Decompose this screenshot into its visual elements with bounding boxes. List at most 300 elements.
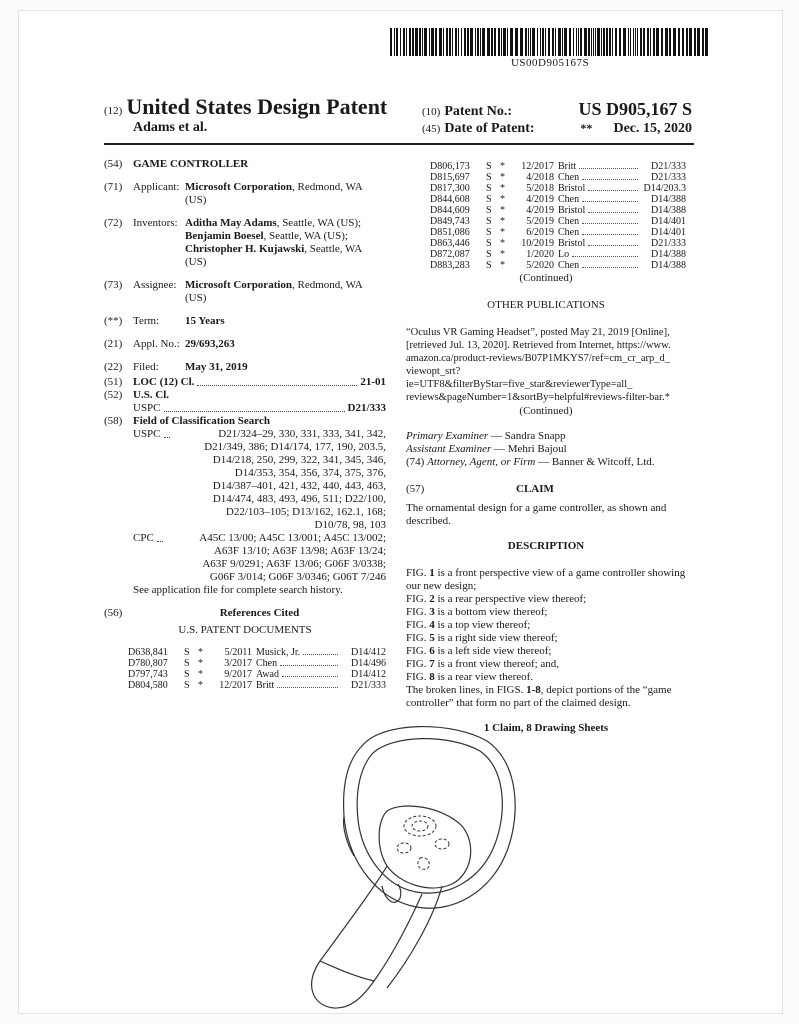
patent-heading <box>104 94 387 120</box>
inventor-2-location: , Seattle, WA (US); <box>263 230 348 242</box>
search-uspc-line: D14/353, 354, 356, 374, 375, 376, <box>234 467 386 479</box>
barcode-bar <box>431 28 434 56</box>
barcode-bar <box>498 28 500 56</box>
button-b <box>397 843 411 853</box>
reference-name: Chen <box>256 658 340 669</box>
uspc-value: D21/333 <box>347 402 386 414</box>
barcode-bar <box>458 28 459 56</box>
reference-number: D872,087 <box>430 249 470 260</box>
barcode-bar <box>630 28 631 56</box>
barcode-bar <box>584 28 587 56</box>
reference-row <box>430 205 686 216</box>
code-74: (74) <box>406 456 425 468</box>
reference-date: 12/2017 <box>521 161 554 172</box>
reference-row <box>128 669 386 680</box>
us-patent-documents-title: U.S. PATENT DOCUMENTS <box>178 624 312 636</box>
search-history-note: See application file for complete search history. <box>133 584 343 596</box>
code-72: (72) <box>104 217 123 229</box>
reference-name: Bristol <box>558 205 640 216</box>
barcode-bar <box>396 28 398 56</box>
patent-number-row <box>422 99 692 121</box>
right-column <box>406 161 686 735</box>
assignee-country: (US) <box>185 292 207 304</box>
reference-class: D21/333 <box>651 172 686 183</box>
code-52: (52) <box>104 389 123 401</box>
broken-post: , depict portions of the “game controller” that form no part of the claimed design. <box>406 684 672 709</box>
menu-button <box>418 858 429 870</box>
barcode-bar <box>467 28 469 56</box>
reference-number: D844,608 <box>430 194 470 205</box>
reference-number: D806,173 <box>430 161 470 172</box>
barcode-bar <box>480 28 481 56</box>
barcode-bar <box>394 28 395 56</box>
reference-kind: S <box>184 658 190 669</box>
barcode-bar <box>403 28 405 56</box>
inventors-label: Inventors: <box>133 217 178 229</box>
publication-line: reviews&pageNumber=1&sortBy=helpful#reviews-filter-bar.* <box>406 392 670 403</box>
barcode-bar <box>461 28 462 56</box>
broken-pre: The broken lines, in FIGS. <box>406 684 527 696</box>
broken-figs: 1-8 <box>526 684 541 696</box>
barcode-bar <box>507 28 508 56</box>
description-line: FIG. 6 is a left side view thereof; <box>406 645 552 657</box>
barcode-bar <box>470 28 473 56</box>
handle-left <box>312 866 422 1008</box>
field-22 <box>104 361 386 374</box>
reference-name: Bristol <box>558 238 640 249</box>
barcode-bar <box>643 28 645 56</box>
reference-star: * <box>500 249 505 260</box>
code-term: (**) <box>104 315 123 327</box>
reference-name: Chen <box>558 227 640 238</box>
barcode-bar <box>545 28 546 56</box>
description-line: FIG. 4 is a top view thereof; <box>406 619 531 631</box>
thumbstick-inner <box>412 821 428 831</box>
reference-name: Lo <box>558 249 640 260</box>
field-72 <box>104 217 386 269</box>
reference-star: * <box>500 227 505 238</box>
publication-line: amazon.ca/product-reviews/B07P1MKYS7/ref=cm_cr_arp_d_ <box>406 353 670 364</box>
barcode-bar <box>665 28 668 56</box>
code-45: (45) <box>422 123 441 135</box>
field-58 <box>104 415 386 597</box>
term-label: Term: <box>133 315 160 327</box>
search-cpc-line: A63F 13/10; A63F 13/98; A63F 13/24; <box>213 545 386 557</box>
invention-title: GAME CONTROLLER <box>133 158 249 170</box>
reference-star: * <box>198 647 203 658</box>
claim-text: The ornamental design for a game controller, as shown and described. <box>406 502 667 527</box>
broken-lines-note <box>406 684 686 710</box>
right-references-table <box>406 161 686 271</box>
reference-row <box>430 249 686 260</box>
reference-row <box>430 238 686 249</box>
barcode-bar <box>449 28 451 56</box>
reference-class: D21/333 <box>651 238 686 249</box>
inventor-1-location: , Seattle, WA (US); <box>276 217 362 229</box>
reference-kind: S <box>184 647 190 658</box>
reference-date: 10/2019 <box>521 238 554 249</box>
reference-row <box>430 227 686 238</box>
barcode-bar <box>633 28 634 56</box>
controller-head <box>379 806 471 888</box>
reference-row <box>430 161 686 172</box>
barcode-bar <box>697 28 700 56</box>
applicant-location: , Redmond, WA <box>292 181 363 193</box>
field-71 <box>104 181 386 207</box>
ring-inner <box>357 739 502 893</box>
applicant-label: Applicant: <box>133 181 180 193</box>
barcode-bar <box>510 28 513 56</box>
reference-class: D14/388 <box>651 194 686 205</box>
patent-identifiers <box>422 99 692 143</box>
game-controller-drawing <box>292 716 532 1016</box>
inventor-3-location: , Seattle, WA <box>304 243 363 255</box>
reference-row <box>128 680 386 691</box>
reference-date: 5/2018 <box>526 183 554 194</box>
reference-row <box>430 172 686 183</box>
patent-date-label: Date of Patent: <box>444 121 535 136</box>
barcode-bar <box>705 28 708 56</box>
barcode-bar <box>615 28 617 56</box>
barcode-bar <box>494 28 496 56</box>
primary-examiner-name: — Sandra Snapp <box>488 430 566 442</box>
barcode-bar <box>446 28 448 56</box>
claim-title: CLAIM <box>516 483 554 495</box>
assignee-label: Assignee: <box>133 279 177 291</box>
reference-number: D638,841 <box>128 647 168 658</box>
reference-number: D849,743 <box>430 216 470 227</box>
loc-value: 21-01 <box>360 376 386 388</box>
assignee-name: Microsoft Corporation <box>185 279 293 291</box>
reference-star: * <box>500 260 505 271</box>
code-58: (58) <box>104 415 123 427</box>
assistant-examiner-name: — Mehri Bajoul <box>491 443 567 455</box>
patent-date-row <box>422 121 692 143</box>
barcode-bar <box>487 28 490 56</box>
barcode-bar <box>640 28 642 56</box>
barcode-bar <box>491 28 493 56</box>
reference-name: Chen <box>558 260 640 271</box>
code-73: (73) <box>104 279 123 291</box>
barcode-bar <box>558 28 561 56</box>
patent-number-label: Patent No.: <box>444 104 512 119</box>
search-uspc-line: D21/349, 386; D14/174, 177, 190, 203.5, <box>204 441 386 453</box>
field-term <box>104 315 386 328</box>
reference-name: Awad <box>256 669 340 680</box>
button-a <box>435 839 449 849</box>
field-54 <box>104 158 386 171</box>
reference-date: 6/2019 <box>526 227 554 238</box>
barcode-bar <box>515 28 518 56</box>
reference-row <box>430 216 686 227</box>
code-57: (57) <box>406 483 425 495</box>
description-line: FIG. 8 is a rear view thereof. <box>406 671 534 683</box>
barcode-bar <box>412 28 414 56</box>
description-title: DESCRIPTION <box>507 540 585 552</box>
filed-value: May 31, 2019 <box>185 361 248 373</box>
us-cl-label: U.S. Cl. <box>133 389 170 401</box>
code-12: (12) <box>104 105 123 117</box>
barcode-bar <box>540 28 541 56</box>
references-cited-title: References Cited <box>219 607 300 619</box>
publication-line: viewopt_srt?ie=UTF8&filterByStar=five_star&reviewerType=all_ <box>406 366 633 390</box>
search-uspc-line: D22/103–105; D13/162, 162.1, 168; <box>225 506 386 518</box>
field-52 <box>104 389 386 415</box>
primary-examiner-label: Primary Examiner <box>406 430 489 442</box>
barcode-bar <box>435 28 437 56</box>
reference-date: 1/2020 <box>526 249 554 260</box>
barcode-bar <box>647 28 649 56</box>
reference-row <box>128 658 386 669</box>
barcode-bar <box>520 28 523 56</box>
reference-number: D883,283 <box>430 260 470 271</box>
description-lines <box>406 567 686 684</box>
barcode-bar <box>682 28 684 56</box>
barcode-bar <box>477 28 479 56</box>
patent-date: Dec. 15, 2020 <box>613 121 692 136</box>
barcode-bar <box>409 28 411 56</box>
reference-number: D851,086 <box>430 227 470 238</box>
reference-kind: S <box>486 205 492 216</box>
left-column <box>104 158 386 691</box>
reference-kind: S <box>486 227 492 238</box>
barcode-bar <box>406 28 407 56</box>
claims-sheets-count: 1 Claim, 8 Drawing Sheets <box>483 722 609 734</box>
barcode-bar <box>650 28 651 56</box>
reference-star: * <box>198 680 203 691</box>
field-56 <box>104 607 386 620</box>
search-cpc-line: A63F 9/0291; A63F 13/06; G06F 3/0338; <box>202 558 386 570</box>
reference-star: * <box>500 216 505 227</box>
reference-row <box>430 194 686 205</box>
reference-kind: S <box>486 216 492 227</box>
barcode-bar <box>588 28 590 56</box>
code-54: (54) <box>104 158 123 170</box>
field-51 <box>104 376 386 389</box>
reference-kind: S <box>486 161 492 172</box>
barcode-bar <box>653 28 655 56</box>
reference-row <box>128 647 386 658</box>
barcode-bar <box>501 28 502 56</box>
barcode-bar <box>623 28 626 56</box>
reference-class: D14/388 <box>651 205 686 216</box>
reference-name: Chen <box>558 216 640 227</box>
reference-kind: S <box>486 260 492 271</box>
patent-type-title: United States Design Patent <box>126 94 388 119</box>
search-cpc-line: G06F 3/014; G06F 3/0346; G06T 7/246 <box>209 571 386 583</box>
barcode-bar <box>678 28 680 56</box>
barcode-bar <box>464 28 466 56</box>
barcode-bar <box>635 28 636 56</box>
assistant-examiner-label: Assistant Examiner <box>406 443 492 455</box>
barcode-bar <box>562 28 563 56</box>
search-cpc-label: CPC <box>133 532 154 544</box>
inventor-3-country: (US) <box>185 256 207 268</box>
barcode-bar <box>390 28 392 56</box>
reference-date: 5/2011 <box>224 647 252 658</box>
publications-continued: (Continued) <box>519 405 573 417</box>
barcode-bar <box>569 28 571 56</box>
reference-date: 5/2019 <box>526 216 554 227</box>
barcode-bar <box>552 28 554 56</box>
search-uspc-line: D14/218, 250, 299, 322, 341, 345, 346, <box>212 454 386 466</box>
barcode-bar <box>669 28 671 56</box>
reference-star: * <box>500 183 505 194</box>
search-uspc-line: D10/78, 98, 103 <box>314 519 386 531</box>
reference-kind: S <box>486 194 492 205</box>
reference-kind: S <box>486 238 492 249</box>
barcode-bar <box>628 28 629 56</box>
uspc-label: USPC <box>133 402 161 414</box>
reference-kind: S <box>486 172 492 183</box>
reference-date: 9/2017 <box>224 669 252 680</box>
reference-class: D21/333 <box>651 161 686 172</box>
patent-number: US D905,167 S <box>578 99 692 119</box>
reference-star: * <box>500 205 505 216</box>
barcode-bar <box>597 28 600 56</box>
barcode-bar <box>439 28 442 56</box>
publication-line: “Oculus VR Gaming Headset”, posted May 21, 2019 [Online], <box>406 327 670 338</box>
attorney <box>406 456 686 469</box>
attorney-name: — Banner & Witcoff, Ltd. <box>535 456 655 468</box>
barcode-bar <box>415 28 418 56</box>
reference-number: D780,807 <box>128 658 168 669</box>
inventors-short: Adams et al. <box>133 120 208 135</box>
reference-name: Bristol <box>558 183 640 194</box>
code-51: (51) <box>104 376 123 388</box>
applicant-name: Microsoft Corporation <box>185 181 293 193</box>
reference-class: D14/203.3 <box>643 183 686 194</box>
inventor-1-name: Aditha May Adams <box>185 217 277 229</box>
barcode-bar <box>443 28 444 56</box>
barcode-bar <box>429 28 430 56</box>
barcode-bar <box>555 28 556 56</box>
barcode-bar <box>603 28 605 56</box>
filed-label: Filed: <box>133 361 159 373</box>
reference-number: D844,609 <box>430 205 470 216</box>
barcode-bar <box>548 28 550 56</box>
inventor-3-name: Christopher H. Kujawski <box>185 243 305 255</box>
appl-no-label: Appl. No.: <box>133 338 180 350</box>
reference-class: D14/388 <box>651 260 686 271</box>
barcode-bar <box>503 28 506 56</box>
reference-class: D14/401 <box>651 216 686 227</box>
reference-number: D863,446 <box>430 238 470 249</box>
reference-row <box>430 260 686 271</box>
search-uspc-line: D21/324–29, 330, 331, 333, 341, 342, <box>218 428 386 440</box>
barcode-bar <box>595 28 596 56</box>
references-continued: (Continued) <box>519 272 573 284</box>
description-line: FIG. 3 is a bottom view thereof; <box>406 606 548 618</box>
barcode-bar <box>422 28 423 56</box>
reference-date: 5/2020 <box>526 260 554 271</box>
barcode-bar <box>542 28 544 56</box>
barcode-bar <box>619 28 621 56</box>
barcode-bar <box>578 28 579 56</box>
reference-number: D804,580 <box>128 680 168 691</box>
primary-examiner <box>406 430 686 443</box>
barcode-bar <box>591 28 592 56</box>
search-uspc-label: USPC <box>133 428 161 440</box>
reference-kind: S <box>184 669 190 680</box>
reference-name: Chen <box>558 172 640 183</box>
field-73 <box>104 279 386 305</box>
reference-kind: S <box>184 680 190 691</box>
barcode-bar <box>525 28 527 56</box>
description-line: FIG. 5 is a right side view thereof; <box>406 632 558 644</box>
field-21 <box>104 338 386 351</box>
barcode-bar <box>580 28 582 56</box>
loc-label: LOC (12) Cl. <box>133 376 195 388</box>
barcode-bar <box>601 28 602 56</box>
search-uspc-line: D14/474, 483, 493, 496, 511; D22/100, <box>212 493 386 505</box>
reference-kind: S <box>486 249 492 260</box>
code-71: (71) <box>104 181 123 193</box>
left-references-table <box>104 647 386 691</box>
search-field-label: Field of Classification Search <box>133 415 270 427</box>
reference-number: D797,743 <box>128 669 168 680</box>
header-rule <box>104 143 694 145</box>
barcode-bar <box>537 28 538 56</box>
barcode-bar <box>637 28 638 56</box>
trigger <box>382 884 401 902</box>
reference-name: Chen <box>558 194 640 205</box>
other-publications <box>406 326 686 404</box>
description-line: FIG. 1 is a front perspective view of a game controller showing our new design; <box>406 567 686 592</box>
other-publications-title: OTHER PUBLICATIONS <box>487 299 605 311</box>
description-line: FIG. 2 is a rear perspective view thereof; <box>406 593 587 605</box>
reference-star: * <box>198 669 203 680</box>
code-56: (56) <box>104 607 123 619</box>
reference-date: 4/2018 <box>526 172 554 183</box>
handle-cap <box>320 961 374 981</box>
reference-date: 4/2019 <box>526 205 554 216</box>
reference-name: Musick, Jr. <box>256 647 340 658</box>
search-cpc-line: A45C 13/00; A45C 13/001; A45C 13/002; <box>199 532 386 544</box>
barcode-bar <box>424 28 427 56</box>
claim-heading <box>406 483 686 496</box>
barcode-number: US00D905167S <box>510 57 590 69</box>
barcode-bar <box>702 28 704 56</box>
attorney-label: Attorney, Agent, or Firm <box>427 456 536 468</box>
code-10: (10) <box>422 106 441 118</box>
reference-class: D14/412 <box>351 647 386 658</box>
barcode-bar <box>656 28 659 56</box>
barcode-bar <box>452 28 453 56</box>
barcode <box>390 28 710 56</box>
barcode-bar <box>564 28 567 56</box>
assistant-examiner <box>406 443 686 456</box>
barcode-bar <box>606 28 608 56</box>
reference-kind: S <box>486 183 492 194</box>
barcode-bar <box>673 28 676 56</box>
barcode-bar <box>475 28 476 56</box>
thumbstick-outline <box>404 816 436 836</box>
publication-line: [retrieved Jul. 13, 2020]. Retrieved from Internet, https://www. <box>406 340 671 351</box>
reference-class: D14/496 <box>351 658 386 669</box>
reference-date: 12/2017 <box>219 680 252 691</box>
code-21: (21) <box>104 338 123 350</box>
barcode-bar <box>532 28 535 56</box>
reference-class: D14/401 <box>651 227 686 238</box>
date-stars: ** <box>580 121 593 135</box>
reference-number: D817,300 <box>430 183 470 194</box>
appl-no-value: 29/693,263 <box>185 338 235 350</box>
reference-name: Britt <box>256 680 340 691</box>
reference-name: Britt <box>558 161 640 172</box>
reference-class: D21/333 <box>351 680 386 691</box>
barcode-bar <box>573 28 574 56</box>
